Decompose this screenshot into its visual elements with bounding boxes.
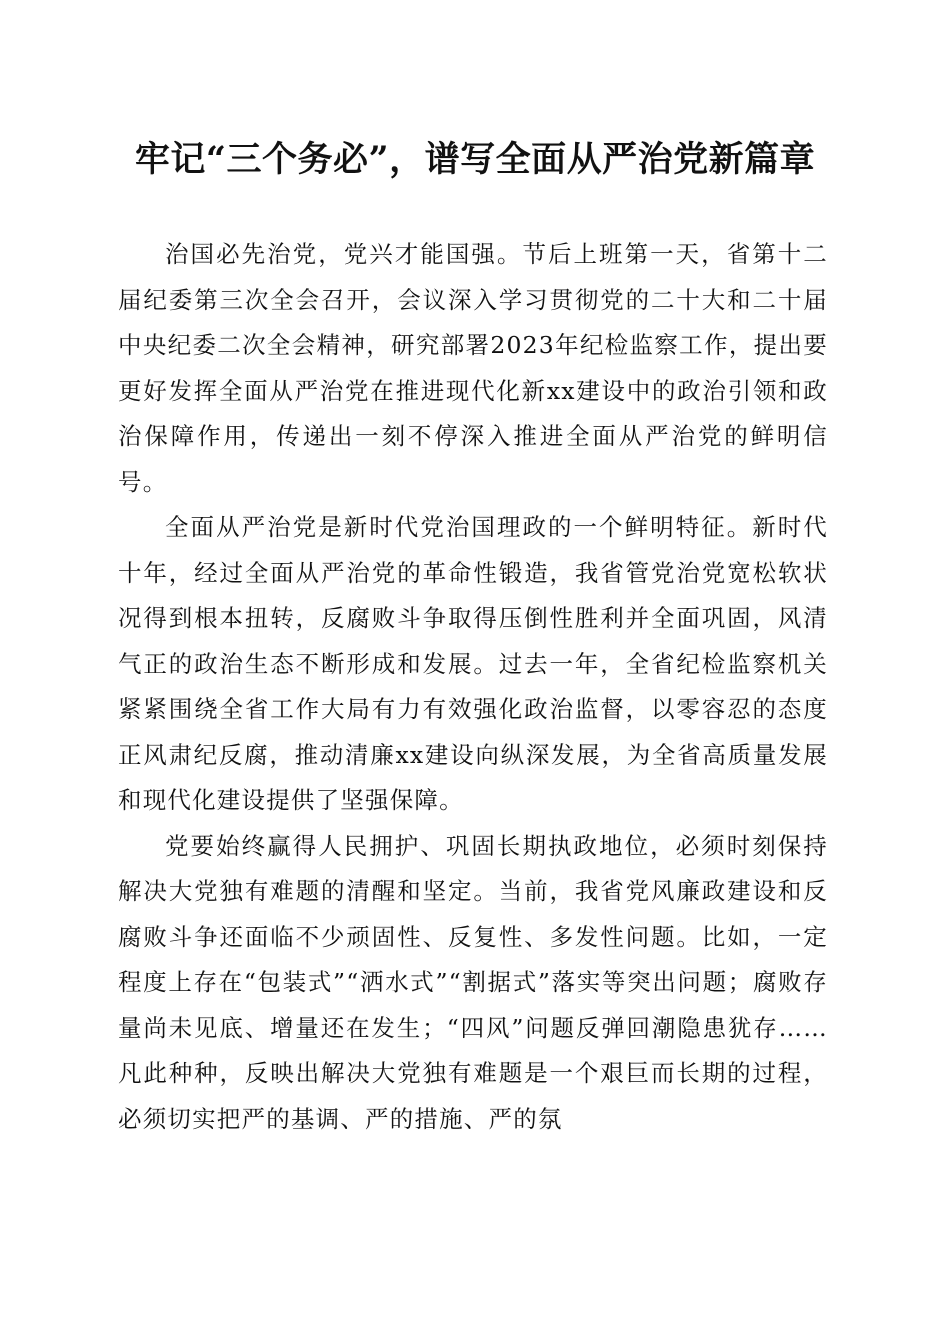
paragraph-3: 党要始终赢得人民拥护、巩固长期执政地位，必须时刻保持解决大党独有难题的清醒和坚定。当前，我省党风廉政建设和反腐败斗争还面临不少顽固性、反复性、多发性问题。比如，一定程度上存在“包装式”“洒水式”“割据式”落实等突出问题；腐败存量尚未见底、增量还在发生；“四风”问题反弹回潮隐患犹存……凡此种种，反映出解决大党独有难题是一个艰巨而长期的过程，必须切实把严的基调、严的措施、严的氛 [118,831,828,1133]
paragraph-1: 治国必先治党，党兴才能国强。节后上班第一天，省第十二届纪委第三次全会召开，会议深入学习贯彻党的二十大和二十届中央纪委二次全会精神，研究部署2023年纪检监察工作，提出要更好发挥全面从严治党在推进现代化新xx建设中的政治引领和政治保障作用，传递出一刻不停深入推进全面从严治党的鲜明信号。 [118,240,828,496]
document-title: 牢记“三个务必”，谱写全面从严治党新篇章 [134,139,816,180]
document-body [118,232,828,1142]
paragraph-2: 全面从严治党是新时代党治国理政的一个鲜明特征。新时代十年，经过全面从严治党的革命性锻造，我省管党治党宽松软状况得到根本扭转，反腐败斗争取得压倒性胜利并全面巩固，风清气正的政治生态不断形成和发展。过去一年，全省纪检监察机关紧紧围绕全省工作大局有力有效强化政治监督，以零容忍的态度正风肃纪反腐，推动清廉xx建设向纵深发展，为全省高质量发展和现代化建设提供了坚强保障。 [118,513,828,814]
